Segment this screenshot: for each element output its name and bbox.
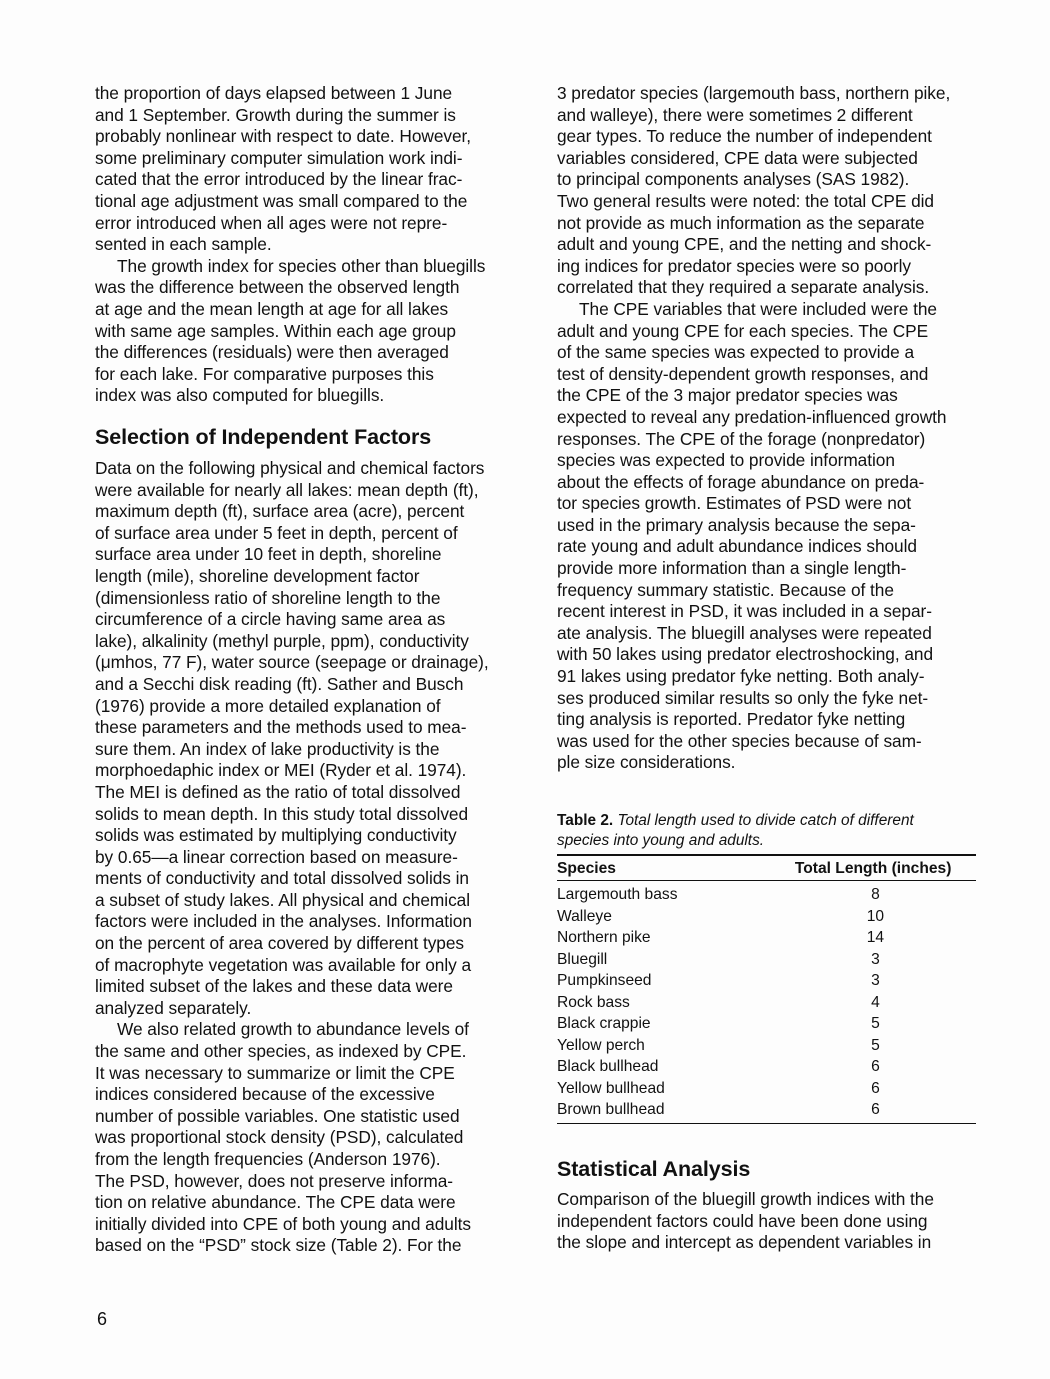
text-line: 3 predator species (largemouth bass, northern pike, (557, 83, 951, 103)
species-cell: Yellow perch (557, 1036, 645, 1054)
text-line: species was expected to provide information (557, 450, 895, 471)
text-line: ing indices for predator species were so poorly (557, 255, 912, 276)
text-line: of the same species was expected to provide a (557, 342, 915, 363)
text-line: The PSD, however, does not preserve informa- (95, 1170, 453, 1191)
text-line: based on the “PSD” stock size (Table 2). For the (95, 1235, 462, 1256)
species-cell: Yellow bullhead (557, 1079, 665, 1097)
text-line: of macrophyte vegetation was available for only a (95, 954, 472, 975)
text-line: (1976) provide a more detailed explanation of (95, 695, 441, 716)
text-line: the slope and intercept as dependent variables in (557, 1232, 932, 1253)
table-row (557, 1013, 976, 1035)
text-line: tor species growth. Estimates of PSD were not (557, 493, 912, 514)
text-line: was proportional stock density (PSD), calculated (95, 1127, 464, 1148)
text-line: sure them. An index of lake productivity is the (95, 738, 440, 759)
text-line: factors were included in the analyses. Information (95, 911, 472, 932)
text-line: independent factors could have been done using (557, 1210, 928, 1231)
text-line: It was necessary to summarize or limit the CPE (95, 1062, 455, 1083)
table-row (557, 927, 976, 949)
left-column-bottom (95, 458, 520, 1257)
text-line: index was also computed for bluegills. (95, 385, 385, 406)
paragraph-growth-index (95, 256, 520, 407)
text-line: was the difference between the observed length (95, 277, 460, 298)
table-row (557, 1099, 976, 1121)
text-line: (μmhos, 77 F), water source (seepage or drainage), (95, 652, 489, 673)
right-column-top (557, 83, 982, 774)
species-cell: Rock bass (557, 993, 630, 1011)
text-line: for each lake. For comparative purposes this (95, 363, 434, 384)
table-row (557, 1035, 976, 1057)
text-line: ting analysis is reported. Predator fyke netting (557, 709, 906, 730)
text-line: these parameters and the methods used to mea- (95, 717, 467, 738)
species-cell: Pumpkinseed (557, 972, 652, 989)
species-cell: Northern pike (557, 929, 651, 946)
text-line: We also related growth to abundance levels of (117, 1019, 469, 1040)
species-cell: Black crappie (557, 1015, 651, 1032)
species-length-table (557, 856, 976, 1121)
text-line: surface area under 10 feet in depth, shoreline (95, 544, 442, 565)
text-line: responses. The CPE of the forage (nonpredator) (557, 428, 926, 449)
text-line: and 1 September. Growth during the summer is (95, 104, 456, 125)
text-line: ple size considerations. (557, 752, 736, 773)
text-line: the proportion of days elapsed between 1 June (95, 83, 453, 103)
length-cell: 5 (871, 1036, 880, 1054)
length-cell: 5 (871, 1015, 880, 1032)
text-line: maximum depth (ft), surface area (acre), percent (95, 501, 465, 522)
species-cell: Brown bullhead (557, 1101, 665, 1118)
text-line: Data on the following physical and chemical factors (95, 458, 485, 478)
text-line: a subset of study lakes. All physical and chemical (95, 889, 471, 910)
text-line: tion on relative abundance. The CPE data were (95, 1192, 456, 1213)
table-header-row (557, 856, 976, 880)
text-line: analyzed separately. (95, 997, 252, 1018)
text-line: adult and young CPE, and the netting and shock- (557, 234, 932, 255)
text-line: number of possible variables. One statistic used (95, 1105, 460, 1126)
species-cell: Largemouth bass (557, 886, 678, 903)
table-2 (557, 811, 976, 1124)
species-cell: Walleye (557, 907, 612, 925)
text-line: at age and the mean length at age for all lakes (95, 298, 449, 319)
text-line: and a Secchi disk reading (ft). Sather and Busch (95, 673, 464, 694)
length-cell: 10 (866, 907, 885, 925)
species-cell: Black bullhead (557, 1058, 659, 1075)
text-line: and walleye), there were sometimes 2 different (557, 104, 913, 125)
text-line: ments of conductivity and total dissolved solids in (95, 868, 469, 889)
text-line: sented in each sample. (95, 234, 272, 255)
text-line: The growth index for species other than bluegills (117, 255, 486, 276)
table-row (557, 949, 976, 971)
table-row (557, 881, 976, 906)
right-column-bottom (557, 1189, 982, 1254)
table-bottom-rule (557, 1123, 976, 1124)
text-line: some preliminary computer simulation work indi- (95, 147, 463, 168)
text-line: the CPE of the 3 major predator species was (557, 385, 898, 406)
text-line: indices considered because of the excessive (95, 1084, 435, 1105)
text-line: solids was estimated by multiplying conductivity (95, 825, 457, 846)
text-line: probably nonlinear with respect to date. However, (95, 126, 472, 147)
length-cell: 4 (871, 993, 880, 1011)
text-line: adult and young CPE for each species. The CPE (557, 320, 929, 341)
text-line: the differences (residuals) were then averaged (95, 342, 449, 363)
length-cell: 14 (866, 929, 885, 946)
text-line: cated that the error introduced by the linear frac- (95, 169, 463, 190)
text-line: not provide as much information as the separate (557, 212, 925, 233)
text-line: lake), alkalinity (methyl purple, ppm), conductivity (95, 630, 469, 651)
text-line: tional age adjustment was small compared to the (95, 190, 468, 211)
table-caption-text: Total length used to divide catch of different (617, 812, 914, 829)
text-line: length (mile), shoreline development factor (95, 565, 420, 586)
table-caption-text: species into young and adults. (557, 831, 765, 849)
text-line: correlated that they required a separate analysis. (557, 277, 930, 298)
table-row (557, 970, 976, 992)
section-heading-independent-factors: Selection of Independent Factors (95, 425, 432, 449)
paragraph-abundance-cpe (95, 1019, 520, 1257)
text-line: (dimensionless ratio of shoreline length to the (95, 587, 441, 608)
left-column-top (95, 83, 520, 407)
text-line: limited subset of the lakes and these data were (95, 976, 453, 997)
paragraph-fractional-age (95, 83, 520, 256)
text-line: was used for the other species because of sam- (557, 730, 922, 751)
text-line: with 50 lakes using predator electroshocking, and (557, 644, 934, 665)
text-line: frequency summary statistic. Because of the (557, 579, 894, 600)
table-row (557, 1056, 976, 1078)
paragraph-statistical-analysis (557, 1189, 982, 1254)
table-caption (557, 811, 976, 850)
text-line: ses produced similar results so only the fyke net- (557, 687, 929, 708)
text-line: test of density-dependent growth responses, and (557, 363, 929, 384)
text-line: from the length frequencies (Anderson 1976). (95, 1149, 441, 1169)
text-line: The MEI is defined as the ratio of total dissolved (95, 781, 461, 802)
text-line: 91 lakes using predator fyke netting. Both analy- (557, 666, 925, 687)
text-line: of surface area under 5 feet in depth, percent of (95, 522, 458, 543)
table-caption-label: Table 2. (557, 812, 614, 829)
length-cell: 8 (871, 886, 880, 903)
text-line: ate analysis. The bluegill analyses were repeated (557, 622, 932, 643)
text-line: were available for nearly all lakes: mean depth (ft), (95, 479, 479, 500)
paragraph-physical-chemical-factors (95, 458, 520, 1019)
text-line: with same age samples. Within each age group (95, 320, 456, 341)
table-row (557, 906, 976, 928)
text-line: morphoedaphic index or MEI (Ryder et al. 1974). (95, 760, 467, 781)
text-line: about the effects of forage abundance on preda- (557, 471, 925, 492)
text-line: the same and other species, as indexed by CPE. (95, 1041, 467, 1062)
paragraph-cpe-variables (557, 299, 982, 774)
text-line: solids to mean depth. In this study total dissolved (95, 803, 469, 824)
text-line: gear types. To reduce the number of independent (557, 126, 932, 147)
text-line: variables considered, CPE data were subjected (557, 147, 918, 168)
text-line: Two general results were noted: the total CPE did (557, 190, 934, 211)
text-line: Comparison of the bluegill growth indices with the (557, 1189, 934, 1209)
column-header-total-length: Total Length (inches) (794, 860, 952, 877)
text-line: expected to reveal any predation-influenced growth (557, 406, 947, 427)
text-line: rate young and adult abundance indices should (557, 536, 917, 557)
text-line: error introduced when all ages were not repre- (95, 212, 448, 233)
text-line: on the percent of area covered by different types (95, 933, 465, 954)
length-cell: 6 (871, 1058, 880, 1075)
length-cell: 3 (871, 972, 880, 989)
table-row (557, 992, 976, 1014)
text-line: circumference of a circle having same area as (95, 609, 446, 630)
text-line: initially divided into CPE of both young and adults (95, 1213, 471, 1234)
table-row (557, 1078, 976, 1100)
text-line: recent interest in PSD, it was included in a separ- (557, 601, 932, 622)
text-line: by 0.65—a linear correction based on measure- (95, 846, 458, 867)
text-line: The CPE variables that were included were the (579, 298, 937, 319)
paragraph-predator-species (557, 83, 982, 299)
species-cell: Bluegill (557, 950, 608, 968)
text-line: used in the primary analysis because the sepa- (557, 514, 916, 535)
page-number: 6 (97, 1309, 108, 1329)
length-cell: 6 (871, 1079, 880, 1097)
text-line: provide more information than a single length- (557, 558, 907, 579)
length-cell: 3 (871, 950, 880, 968)
section-heading-statistical-analysis: Statistical Analysis (557, 1157, 751, 1181)
length-cell: 6 (871, 1101, 880, 1118)
text-line: to principal components analyses (SAS 1982). (557, 169, 910, 190)
column-header-species: Species (557, 860, 616, 877)
